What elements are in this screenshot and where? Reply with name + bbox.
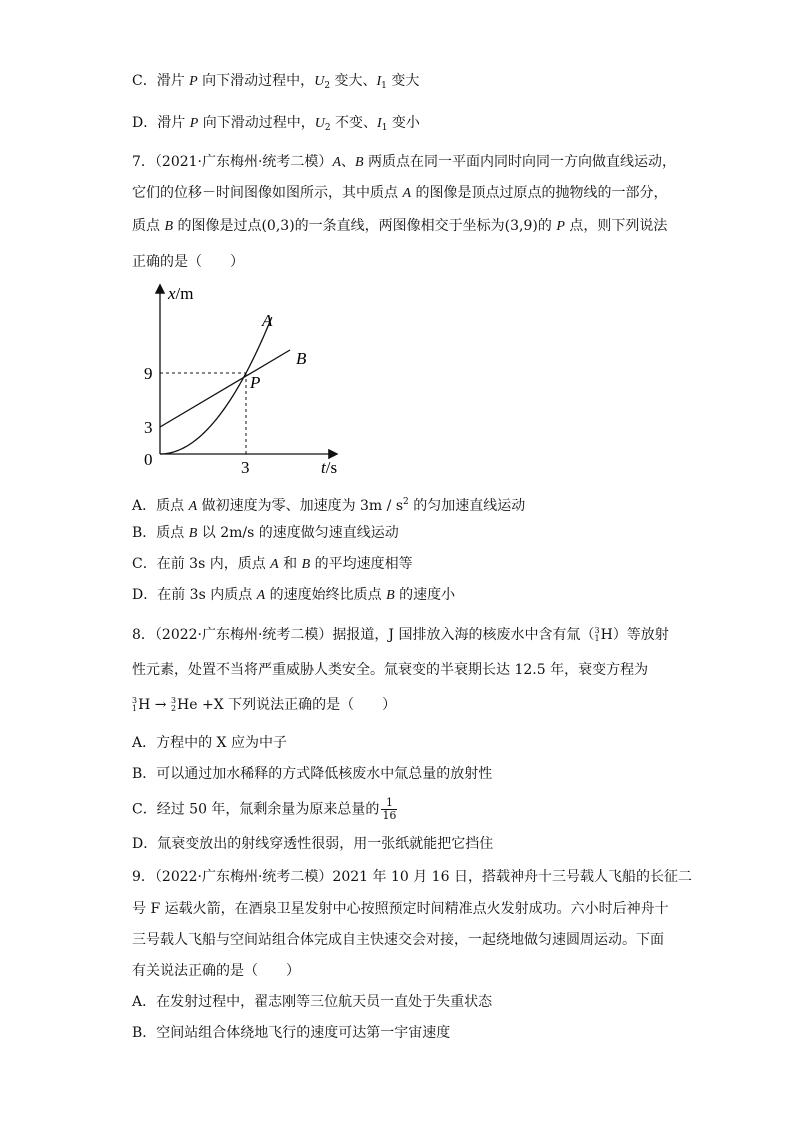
fraction-one-sixteenth: $\frac{1}{16}$ [382, 796, 397, 822]
label-b: B [296, 349, 307, 368]
q8-option-a: A．方程中的 X 应为中子 [132, 735, 287, 751]
q9-stem-line-2: 号 F 运载火箭，在酒泉卫星发射中心按照预定时间精准点火发射成功。六小时后神舟十 [132, 901, 669, 917]
label-p: P [250, 373, 261, 392]
q8-stem-line-2: 性元素，处置不当将严重威胁人类安全。氚衰变的半衰期长达 12.5 年，衰变方程为 [132, 662, 649, 678]
x-t-graph [138, 278, 358, 478]
x-axis-label: t/s [321, 458, 338, 477]
q7-option-d: D．在前 3s 内质点 A 的速度始终比质点 B 的速度小 [132, 587, 456, 603]
tick-y-9: 9 [144, 364, 153, 383]
q8-option-c: C．经过 50 年，氚剩余量为原来总量的 $\frac{1}{16}$ [132, 796, 397, 822]
q7-stem-line-2: 它们的位移－时间图像如图所示，其中质点 A 的图像是顶点过原点的抛物线的一部分， [132, 185, 668, 201]
q9-stem-line-1: 9．（2022·广东梅州·统考二模）2021 年 10 月 16 日，搭载神舟十三号载人飞船的长征二 [132, 869, 692, 885]
q9-stem-line-3: 三号载人飞船与空间站组合体完成自主快速交会对接，一起绕地做匀速圆周运动。下面 [132, 932, 664, 948]
q7-stem-line-1: 7．（2021·广东梅州·统考二模）A、B 两质点在同一平面内同时向同一方向做直线运动， [132, 154, 677, 170]
q7-option-a: A．质点 A 做初速度为零、加速度为 $3m / s^2$ 的匀加速直线运动 [132, 497, 526, 514]
tritium-symbol: 3 1 H [594, 626, 613, 643]
tick-y-3: 3 [144, 418, 153, 437]
line-b [160, 350, 290, 427]
q8-option-d: D．氚衰变放出的射线穿透性很弱，用一张纸就能把它挡住 [132, 836, 494, 852]
tick-x-3: 3 [241, 458, 250, 477]
option-c-prev: C．滑片 P 向下滑动过程中，$U_2$ 变大、$I_1$ 变大 [132, 73, 420, 91]
q8-stem-line-3: 3 1 H → 3 2 He +X 下列说法正确的是（ ） [132, 696, 397, 713]
option-d-prev: D．滑片 P 向下滑动过程中，$U_2$ 不变、$I_1$ 变小 [132, 115, 420, 133]
label-a: A [262, 311, 273, 330]
q9-stem-line-4: 有关说法正确的是（ ） [132, 963, 300, 979]
q7-option-b: B．质点 B 以 2m/s 的速度做匀速直线运动 [132, 525, 399, 541]
q7-stem-line-4: 正确的是（ ） [132, 254, 244, 270]
q7-option-c: C．在前 3s 内，质点 A 和 B 的平均速度相等 [132, 556, 413, 572]
q8-option-b: B．可以通过加水稀释的方式降低核废水中氚总量的放射性 [132, 766, 493, 782]
q8-stem-line-1: 8．（2022·广东梅州·统考二模）据报道，J 国排放入海的核废水中含有氚（ 3 1 H）等放射 [132, 626, 669, 643]
origin-label: 0 [144, 450, 153, 469]
q9-option-a: A．在发射过程中，翟志刚等三位航天员一直处于失重状态 [132, 994, 493, 1010]
q9-option-b: B．空间站组合体绕地飞行的速度可达第一宇宙速度 [132, 1025, 451, 1041]
q7-stem-line-3: 质点 B 的图像是过点(0,3)的一条直线，两图像相交于坐标为(3,9)的 P 点，则下列说法 [132, 218, 668, 234]
y-axis-label: x/m [168, 284, 194, 303]
